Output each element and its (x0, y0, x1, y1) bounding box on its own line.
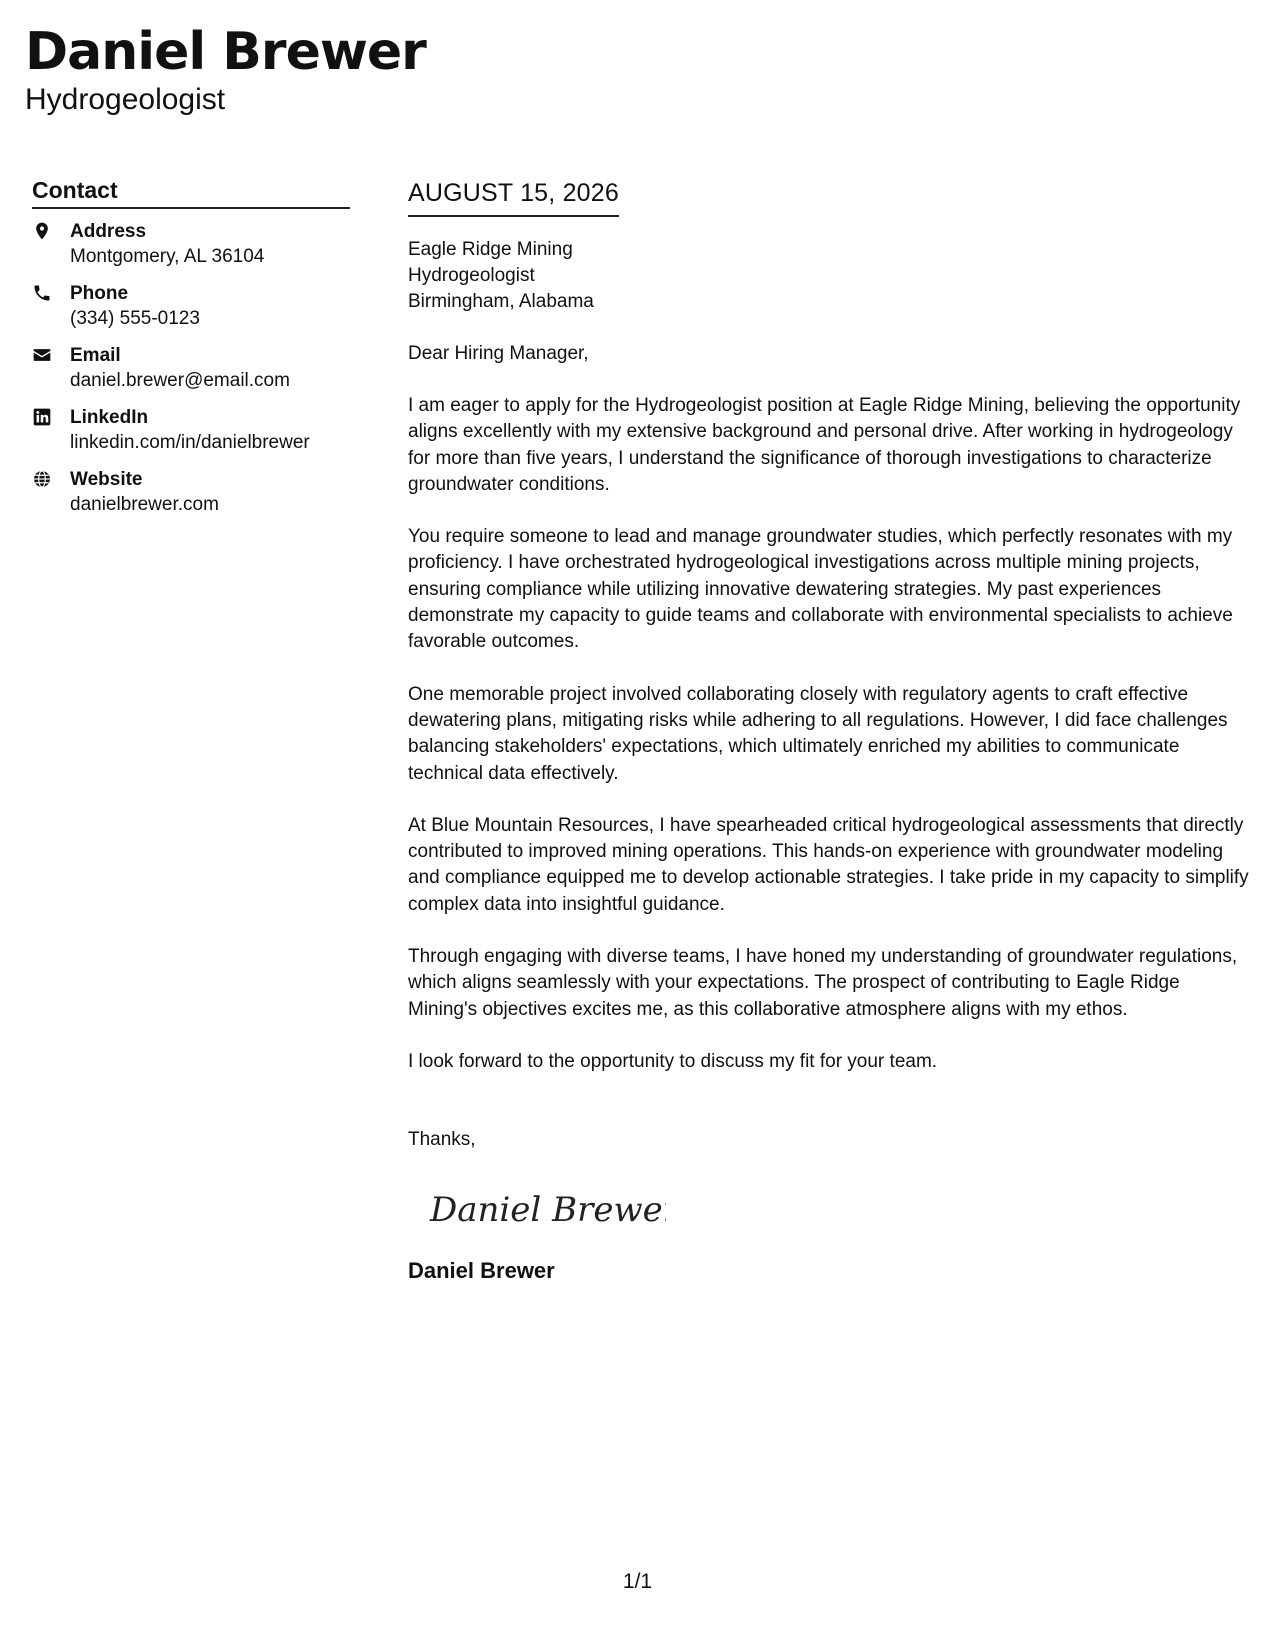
paragraph-6: I look forward to the opportunity to discuss my fit for your team. (408, 1050, 938, 1072)
paragraph-4: At Blue Mountain Resources, I have spearheaded critical hydrogeological assessments that directly contributed to improved mining operations. This hands-on experience with groundwater modeling and compliance equipped me to develop actionable strategies. I take pride in my capacity to simplify complex data into insightful guidance. (408, 814, 1249, 915)
applicant-title: Hydrogeologist (25, 83, 226, 116)
paragraph-2: You require someone to lead and manage groundwater studies, which perfectly resonates with my proficiency. I have orchestrated hydrogeological investigations across multiple mining projects, ensuring compliance while utilizing innovative dewatering strategies. My past experiences demonstrate my capacity to guide teams and collaborate with environmental specialists to achieve favorable outcomes. (408, 526, 1233, 653)
contact-linkedin (32, 405, 350, 455)
website-label: Website (70, 469, 143, 490)
page-indicator: 1/1 (622, 1570, 653, 1593)
website-value: danielbrewer.com (70, 494, 219, 515)
recipient-company: Eagle Ridge Mining (408, 239, 573, 260)
linkedin-value: linkedin.com/in/danielbrewer (70, 432, 310, 453)
recipient-location: Birmingham, Alabama (408, 291, 594, 312)
contact-website (32, 467, 350, 517)
phone-label: Phone (70, 283, 129, 304)
header (25, 22, 426, 118)
handwritten-signature (426, 1183, 666, 1233)
envelope-icon (32, 345, 54, 367)
signature-text: Daniel Brewer (430, 1190, 666, 1231)
address-value: Montgomery, AL 36104 (70, 246, 265, 267)
contact-address (32, 219, 350, 269)
linkedin-icon (32, 407, 54, 429)
location-pin-icon (32, 221, 54, 243)
recipient-position: Hydrogeologist (408, 265, 535, 286)
paragraph-3: One memorable project involved collaborating closely with regulatory agents to craft effective dewatering plans, mitigating risks while adhering to all regulations. However, I did face challenges balancing stakeholders' expectations, which ultimately enriched my abilities to communicate technical data effectively. (408, 683, 1228, 784)
linkedin-label: LinkedIn (70, 407, 149, 428)
closing: Thanks, (408, 1129, 476, 1151)
signed-name: Daniel Brewer (408, 1258, 555, 1284)
applicant-name: Daniel Brewer (25, 22, 426, 82)
phone-icon (32, 283, 54, 305)
recipient-block (408, 237, 1253, 315)
paragraph-1: I am eager to apply for the Hydrogeologist position at Eagle Ridge Mining, believing the opportunity aligns excellently with my extensive background and personal drive. After working in hydrogeology for more than five years, I understand the significance of thorough investigations to characterize groundwater conditions. (408, 395, 1241, 495)
letter-date: AUGUST 15, 2026 (408, 177, 619, 217)
salutation: Dear Hiring Manager, (408, 343, 589, 364)
address-label: Address (70, 221, 147, 242)
phone-value: (334) 555-0123 (70, 308, 200, 329)
email-label: Email (70, 345, 121, 366)
email-value: daniel.brewer@email.com (70, 370, 290, 391)
contact-email (32, 343, 350, 393)
paragraph-5: Through engaging with diverse teams, I have honed my understanding of groundwater regulations, which aligns seamlessly with your expectations. The prospect of contributing to Eagle Ridge Mining's objectives excites me, as this collaborative atmosphere aligns with my ethos. (408, 946, 1238, 1020)
globe-icon (32, 469, 54, 491)
contact-phone (32, 281, 350, 331)
contact-sidebar (32, 175, 350, 529)
contact-heading: Contact (32, 175, 350, 209)
letter-body (408, 177, 1253, 1285)
